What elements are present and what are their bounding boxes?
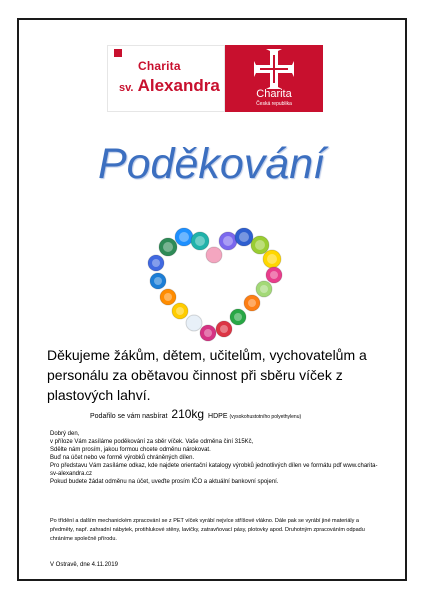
letter-line: Pro představu Vám zasíláme odkaz, kde najdete orientační katalogy výrobků jednotlivých dílen ve formátu pdf www.charita-sv-alexandra.cz bbox=[50, 463, 378, 477]
letter-line: Pokud budete žádat odměnu na účet, uveďte prosím IČO a aktuální bankovní spojení. bbox=[50, 479, 279, 485]
heart-of-bottle-caps-icon bbox=[140, 225, 290, 345]
letter-greeting: Dobrý den, bbox=[50, 431, 80, 437]
charita-logo bbox=[107, 45, 323, 112]
charita-cross-icon bbox=[251, 49, 297, 89]
page-title: Poděkování bbox=[97, 140, 326, 188]
collected-material-note: (vysokohustotního polyethylenu) bbox=[229, 414, 302, 420]
logo-right-panel bbox=[225, 45, 323, 112]
collected-material: HDPE bbox=[208, 413, 228, 420]
small-cross-icon bbox=[114, 49, 122, 57]
letter-body bbox=[50, 430, 380, 486]
collected-prefix: Podařilo se vám nasbírat bbox=[90, 413, 168, 420]
recycling-note: Po třídění a dalším mechanickém zpracování se z PET víček vyrábí nejvíce stříšové vlákno. Dále pak se vyrábí jiné materiály a předměty, např. zahradní nábytek, protihlukové stěny, lavičky, zatravňovací pásy, plotovky apod. Druhotným zpracováním odpadu chráníme společně přírodu. bbox=[50, 518, 365, 542]
logo-line-2-name: Alexandra bbox=[137, 76, 220, 95]
logo-right-line-2: Česká republika bbox=[256, 101, 292, 107]
date-line: V Ostravě, dne 4.11.2019 bbox=[50, 562, 118, 568]
letter-line: Buď na účet nebo ve formě výrobků chráněných dílen. bbox=[50, 455, 195, 461]
logo-line-2-prefix: sv. bbox=[119, 82, 134, 94]
logo-right-line-1: Charita bbox=[256, 88, 292, 100]
logo-left-panel bbox=[107, 45, 225, 112]
collected-line bbox=[90, 407, 301, 421]
letter-line: Sdělte nám prosím, jakou formou chcete odměnu nárokovat. bbox=[50, 447, 211, 453]
collected-amount: 210kg bbox=[171, 407, 205, 421]
logo-line-2 bbox=[119, 76, 220, 96]
intro-text: Děkujeme žákům, dětem, učitelům, vychovatelům a personálu za obětavou činnost při sběru víček z plastových lahví. bbox=[47, 347, 367, 403]
logo-line-1: Charita bbox=[138, 59, 181, 73]
letter-line: v příloze Vám zasíláme poděkování za sběr víček. Vaše odměna činí 315Kč, bbox=[50, 439, 254, 445]
